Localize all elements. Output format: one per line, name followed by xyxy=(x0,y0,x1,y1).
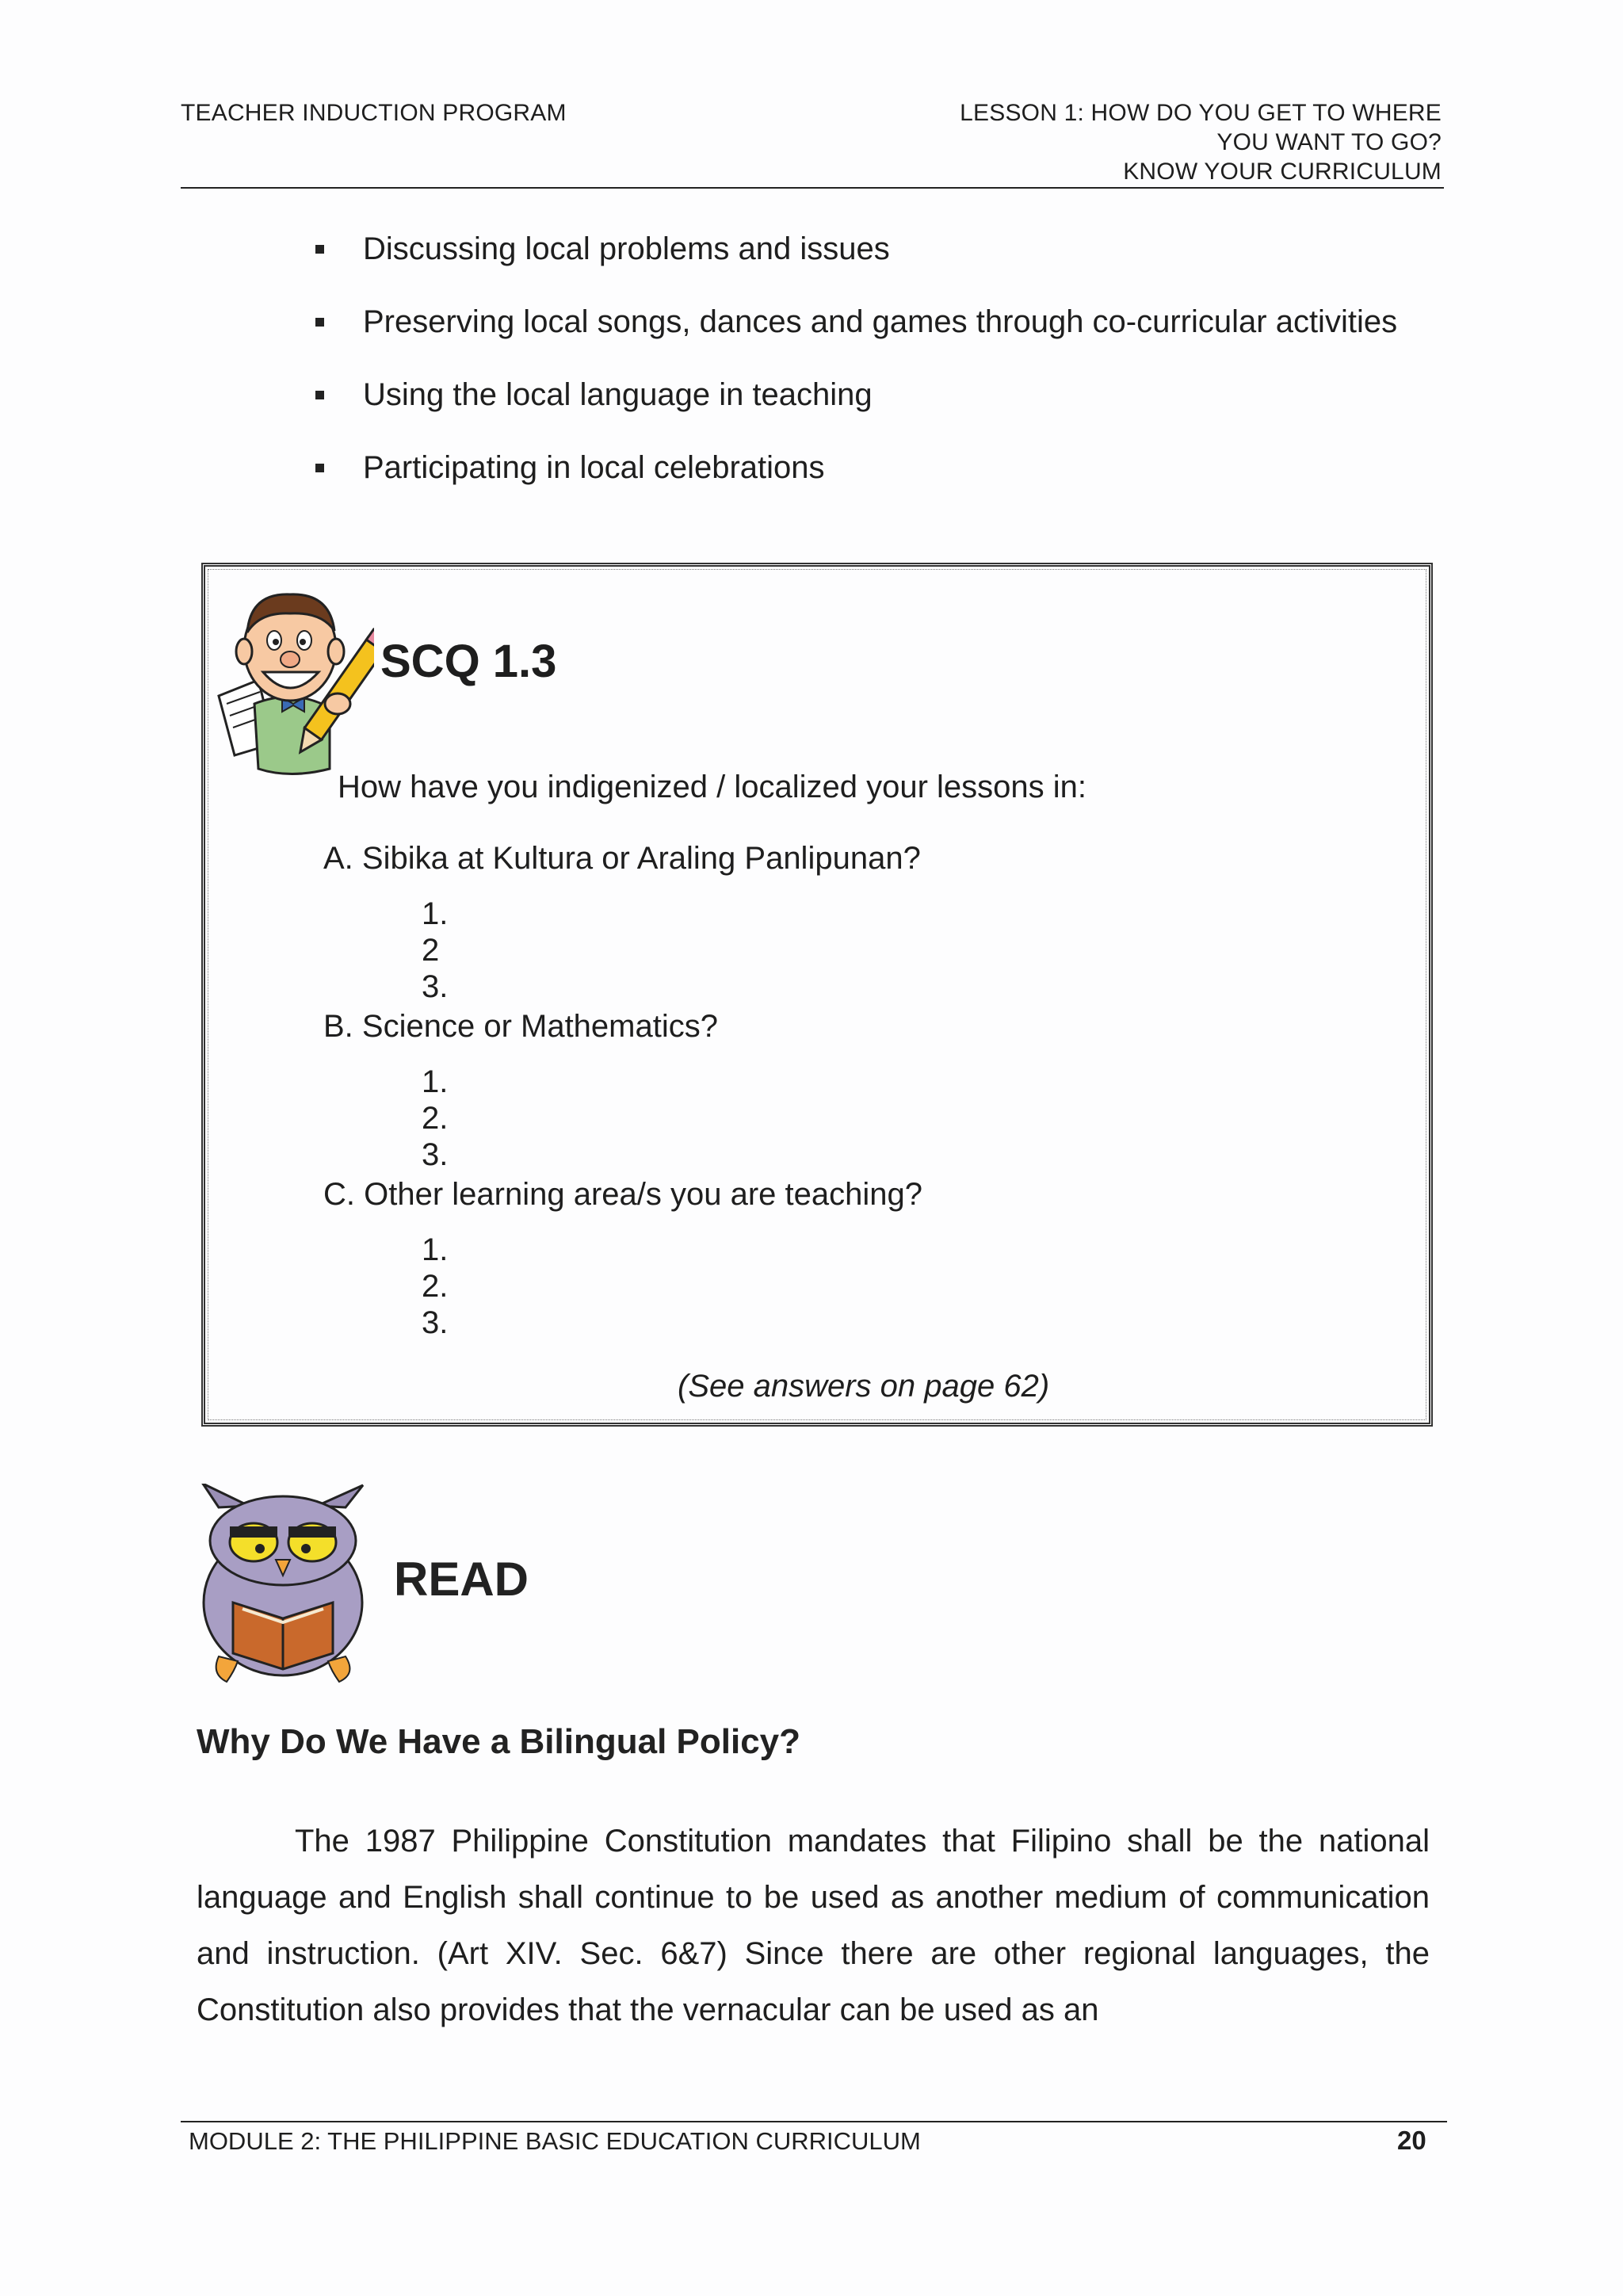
header-lesson-title xyxy=(960,98,1442,186)
header-divider xyxy=(181,187,1444,189)
scq-section-a-label: A. Sibika at Kultura or Araling Panlipunan? xyxy=(323,841,921,876)
scq-section-c-label: C. Other learning area/s you are teaching? xyxy=(323,1177,922,1212)
square-bullet-icon xyxy=(315,245,324,254)
section-heading: Why Do We Have a Bilingual Policy? xyxy=(197,1722,801,1761)
page-number: 20 xyxy=(1397,2126,1426,2155)
list-item xyxy=(312,439,1430,496)
scq-question: How have you indigenized / localized your lessons in: xyxy=(338,770,1086,804)
list-item-text: Discussing local problems and issues xyxy=(363,231,890,266)
scq-title: SCQ 1.3 xyxy=(380,636,557,687)
answer-line-number: 2. xyxy=(422,1269,449,1304)
answer-line-number: 3. xyxy=(422,969,449,1004)
square-bullet-icon xyxy=(315,391,324,399)
answer-line-number: 2 xyxy=(422,933,440,968)
list-item xyxy=(312,293,1430,350)
scq-section-b-items xyxy=(422,1064,448,1173)
list-item-text: Using the local language in teaching xyxy=(363,377,873,412)
owl-reading-icon xyxy=(187,1484,379,1687)
square-bullet-icon xyxy=(315,464,324,472)
header-lesson-line-2: YOU WANT TO GO? xyxy=(1216,129,1442,155)
list-item-text: Preserving local songs, dances and games through co-curricular activities xyxy=(363,304,1398,339)
scq-section-c-items xyxy=(422,1232,448,1341)
header-lesson-line-1: LESSON 1: HOW DO YOU GET TO WHERE xyxy=(960,100,1442,126)
answer-line-number: 1. xyxy=(422,896,449,931)
footer-module-title: MODULE 2: THE PHILIPPINE BASIC EDUCATION CURRICULUM xyxy=(189,2127,921,2155)
list-item xyxy=(312,366,1430,423)
list-item xyxy=(312,220,1430,277)
body-paragraph: The 1987 Philippine Constitution mandates that Filipino shall be the national language and English shall continue to be used as another medium of communication and instruction. (Art XIV. Sec. 6&7) Since there are other regional languages, the Constitution also provides that the vernacular can be used as an xyxy=(197,1824,1430,2027)
teacher-with-pencil-icon xyxy=(211,585,374,783)
self-check-question-box xyxy=(201,563,1433,1427)
answer-line-number: 3. xyxy=(422,1137,449,1172)
scq-answers-note: (See answers on page 62) xyxy=(678,1369,1050,1404)
answer-line-number: 2. xyxy=(422,1101,449,1136)
header-lesson-line-3: KNOW YOUR CURRICULUM xyxy=(1123,159,1442,185)
read-title: READ xyxy=(394,1553,529,1606)
square-bullet-icon xyxy=(315,318,324,327)
bullet-list xyxy=(312,220,1430,512)
header-program-title: TEACHER INDUCTION PROGRAM xyxy=(181,100,567,126)
footer-divider xyxy=(181,2121,1447,2122)
list-item-text: Participating in local celebrations xyxy=(363,450,825,485)
scq-section-a-items xyxy=(422,896,448,1005)
answer-line-number: 1. xyxy=(422,1232,449,1267)
answer-line-number: 3. xyxy=(422,1305,449,1340)
answer-line-number: 1. xyxy=(422,1064,449,1099)
scq-section-b-label: B. Science or Mathematics? xyxy=(323,1009,718,1044)
